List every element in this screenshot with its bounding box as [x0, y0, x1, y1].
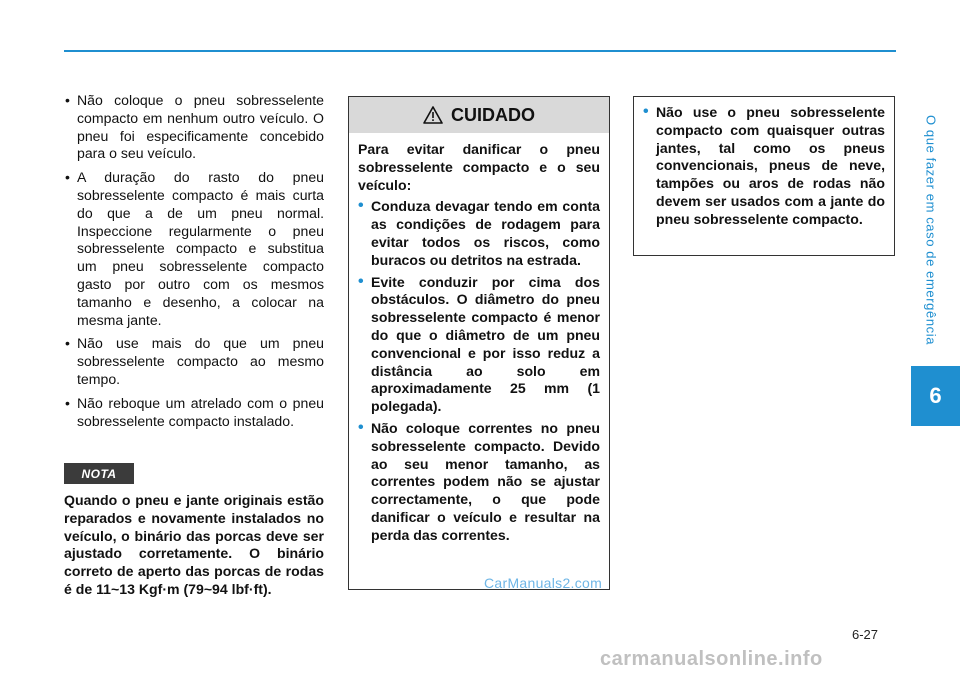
bullet-marker: •: [65, 169, 70, 186]
list-item: [64, 92, 324, 163]
warning-triangle-icon: [423, 106, 443, 124]
list-item: [358, 274, 600, 416]
watermark-carmanualsonline[interactable]: carmanualsonline.info: [600, 648, 823, 670]
chapter-side-title: [911, 100, 951, 360]
watermark-carmanuals2[interactable]: CarManuals2.com: [484, 575, 603, 591]
left-bullet-list: [64, 92, 324, 430]
nota-text: Quando o pneu e jante originais estão reparados e novamente instalados no veículo, o binário das porcas deve ser ajustado corretamente. O binário correto de aperto das porcas de rodas é de 11~13 Kgf·m (79~94 lbf·ft).: [64, 492, 324, 597]
caution-bullet-list: [358, 198, 600, 544]
list-item: [64, 395, 324, 431]
caution-intro: Para evitar danificar o pneu sobresselente compacto e o seu veículo:: [358, 141, 600, 193]
nota-label: NOTA: [64, 463, 134, 484]
bullet-marker: •: [358, 418, 364, 436]
caution-continuation-box: [633, 96, 895, 256]
list-item: [64, 169, 324, 329]
bullet-text: Não reboque um atrelado com o pneu sobresselente compacto instalado.: [77, 394, 324, 429]
caution-box: [348, 96, 610, 590]
page-number: 6-27: [852, 627, 879, 642]
list-item: [643, 104, 885, 229]
bullet-marker: •: [358, 272, 364, 290]
bullet-text: Não use o pneu sobresselente compacto com quaisquer outras jantes, tal como os pneus convencionais, pneus de neve, tampões ou aros de rodas não devem ser usados com a jante do pneu sobresselente compacto.: [656, 104, 885, 227]
bullet-text: Conduza devagar tendo em conta as condições de rodagem para evitar todos os riscos, como buracos ou detritos na estrada.: [371, 198, 600, 268]
bullet-marker: •: [65, 394, 70, 411]
caution-body: [349, 133, 609, 545]
bullet-text: Não use mais do que um pneu sobresselente compacto ao mesmo tempo.: [77, 335, 324, 387]
header-rule: [64, 50, 896, 52]
bullet-text: Não coloque correntes no pneu sobresselente compacto. Devido ao seu menor tamanho, as correntes podem não se ajustar correctamente, o que pode danificar o veículo e resultar na perda das correntes.: [371, 419, 600, 543]
chapter-tab[interactable]: 6: [911, 366, 960, 426]
bullet-marker: •: [358, 197, 364, 215]
bullet-text: A duração do rasto do pneu sobresselente compacto é mais curta do que a de um pneu normal. Inspeccione regularmente o pneu sobresselente compacto e substitua um pneu sobresselente compacto gasto por outro com os mesmos tamanho e desenho, a colocar na mesma jante.: [77, 169, 324, 328]
list-item: [358, 198, 600, 269]
continuation-bullet-list: [643, 104, 885, 229]
caution-header: [349, 97, 609, 133]
list-item: [358, 420, 600, 545]
bullet-marker: •: [65, 92, 70, 108]
bullet-text: Evite conduzir por cima dos obstáculos. O diâmetro do pneu sobresselente compacto é menor do que o diâmetro de um pneu convencional e por isso reduz a distância ao solo em aproximadamente 25 mm (1 polegada).: [371, 273, 600, 415]
bullet-marker: •: [643, 103, 649, 120]
caution-title: CUIDADO: [451, 104, 535, 125]
bullet-text: Não coloque o pneu sobresselente compacto em nenhum outro veículo. O pneu foi especificamente concebido para o seu veículo.: [77, 92, 324, 162]
bullet-marker: •: [65, 335, 70, 352]
list-item: [64, 335, 324, 388]
chapter-side-title-text: O que fazer em caso de emergência: [923, 114, 939, 346]
left-column: [64, 92, 324, 436]
